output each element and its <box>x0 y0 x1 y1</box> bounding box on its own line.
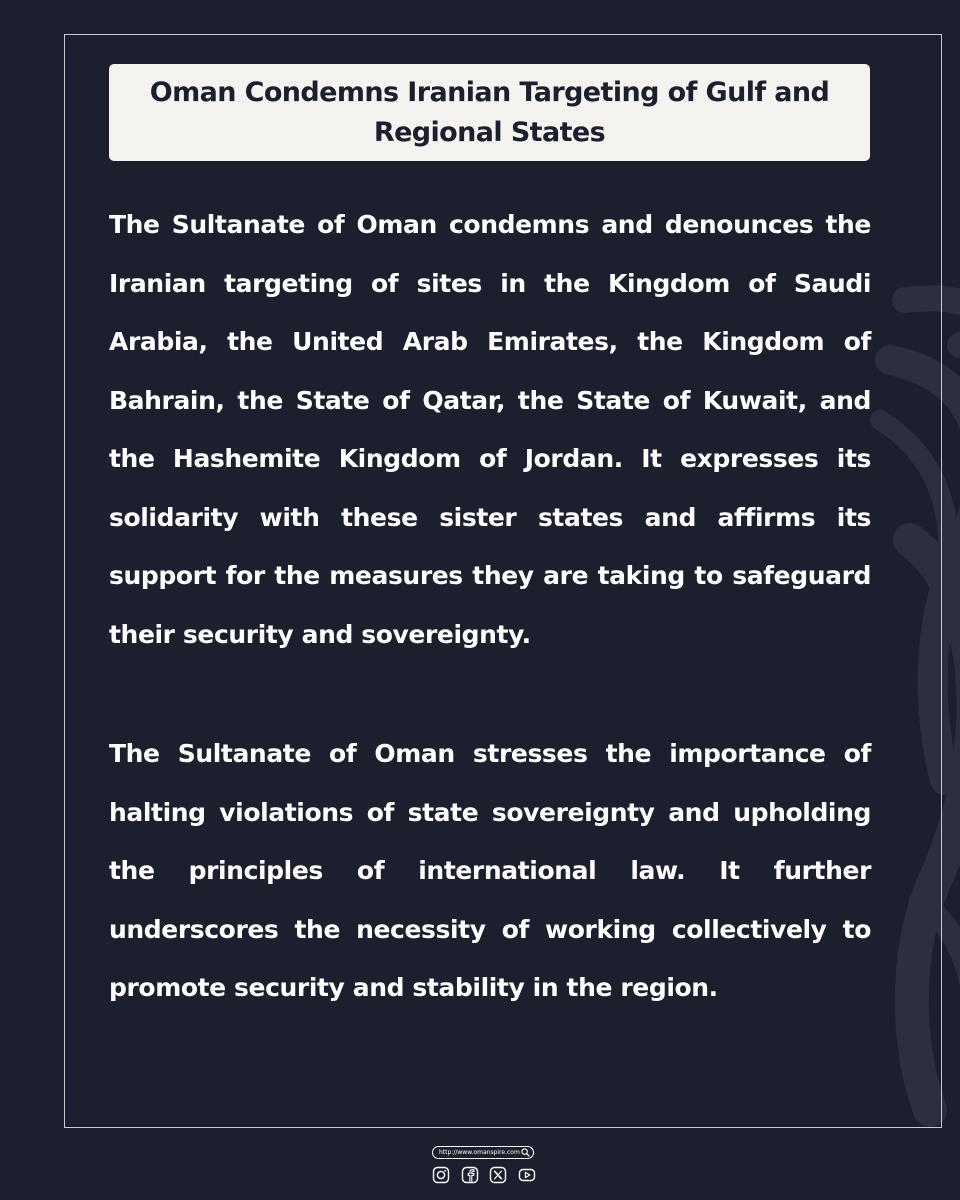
website-url: http://www.omanspire.com <box>439 1149 520 1156</box>
page-title: Oman Condemns Iranian Targeting of Gulf and Regional States <box>149 76 830 148</box>
facebook-icon[interactable] <box>461 1166 479 1184</box>
footer <box>432 1146 536 1186</box>
paragraph-1: The Sultanate of Oman condemns and denounces the Iranian targeting of sites in the Kingdom of Saudi Arabia, the United Arab Emirates, the Kingdom of Bahrain, the State of Qatar, the State of Kuwait, and the Hashemite Kingdom of Jordan. It expresses its solidarity with these sister states and affirms its support for the measures they are taking to safeguard their security and sovereignty. <box>109 210 871 649</box>
social-links <box>432 1166 536 1184</box>
instagram-icon[interactable] <box>432 1166 450 1184</box>
title-banner <box>109 64 870 161</box>
search-icon <box>521 1148 530 1157</box>
youtube-icon[interactable] <box>518 1166 536 1184</box>
website-link[interactable] <box>432 1146 534 1159</box>
paragraph-2: The Sultanate of Oman stresses the importance of halting violations of state sovereignty and upholding the principles of international law. It further underscores the necessity of working collectively to promote security and stability in the region. <box>109 739 871 1002</box>
x-icon[interactable] <box>489 1166 507 1184</box>
